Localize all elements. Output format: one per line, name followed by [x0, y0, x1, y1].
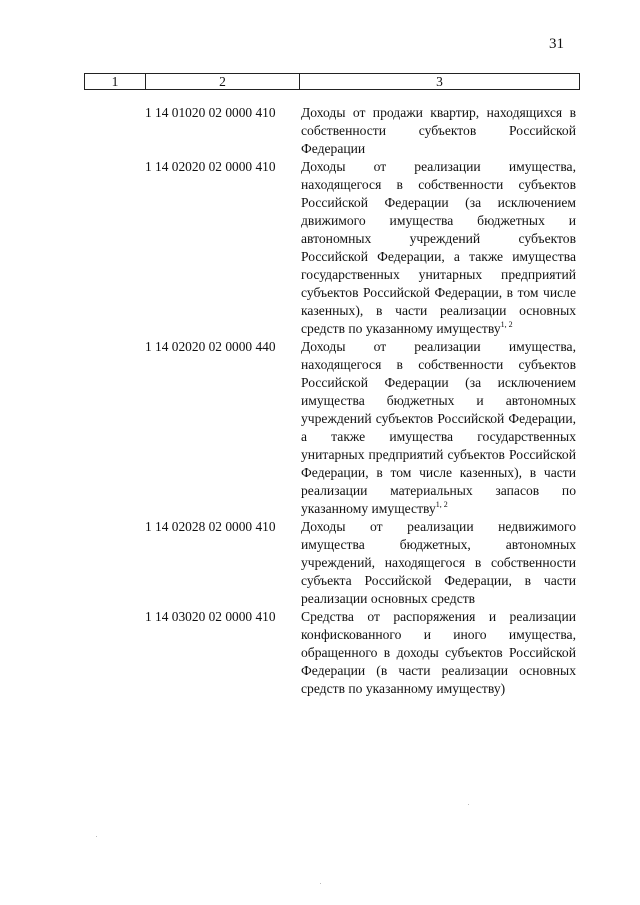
description-text: Средства от распоряжения и реализации конфискованного и иного имущества, обращенного в доходы субъектов Российской Федерации (в части реализации основных средств по указанному имуществу) [301, 609, 576, 696]
footnote-mark: 1, 2 [435, 500, 448, 509]
income-codes-list [145, 104, 583, 698]
revenue-code: 1 14 03020 02 0000 410 [145, 609, 276, 624]
scan-speck [96, 836, 97, 837]
column-header-3: 3 [300, 74, 580, 90]
scan-speck [468, 804, 469, 805]
description-text: Доходы от реализации имущества, находящегося в собственности субъектов Российской Федерации (за исключением имущества бюджетных и автономных учреждений субъектов Российской Федерации, а также имущества государственных унитарных предприятий субъектов Российской Федерации, в том числе казенных), в части реализации материальных запасов по указанному имуществу [301, 339, 576, 516]
revenue-description [301, 104, 576, 158]
revenue-code: 1 14 02020 02 0000 440 [145, 339, 276, 354]
column-header-row [85, 74, 580, 90]
table-row [145, 608, 583, 698]
revenue-description [301, 338, 576, 518]
table-row [145, 158, 583, 338]
table-row [145, 518, 583, 608]
table-row [145, 104, 583, 158]
revenue-code: 1 14 02028 02 0000 410 [145, 519, 276, 534]
revenue-code: 1 14 01020 02 0000 410 [145, 105, 276, 120]
revenue-description [301, 158, 576, 338]
footnote-mark: 1, 2 [500, 320, 513, 329]
table-row [145, 338, 583, 518]
description-text: Доходы от реализации имущества, находящегося в собственности субъектов Российской Федерации (за исключением движимого имущества бюджетных и автономных учреждений субъектов Российской Федерации, а также имущества государственных унитарных предприятий субъектов Российской Федерации, в том числе казенных), в части реализации основных средств по указанному имуществу [301, 159, 576, 336]
scan-speck [320, 883, 321, 884]
column-header-table [84, 73, 580, 90]
description-text: Доходы от реализации недвижимого имущества бюджетных, автономных учреждений, находящегося в собственности субъекта Российской Федерации, в части реализации основных средств [301, 519, 576, 606]
column-header-1: 1 [85, 74, 146, 90]
revenue-code: 1 14 02020 02 0000 410 [145, 159, 276, 174]
description-text: Доходы от продажи квартир, находящихся в собственности субъектов Российской Федерации [301, 105, 576, 156]
page-number: 31 [549, 36, 564, 52]
revenue-description [301, 518, 576, 608]
column-header-2: 2 [146, 74, 300, 90]
revenue-description [301, 608, 576, 698]
